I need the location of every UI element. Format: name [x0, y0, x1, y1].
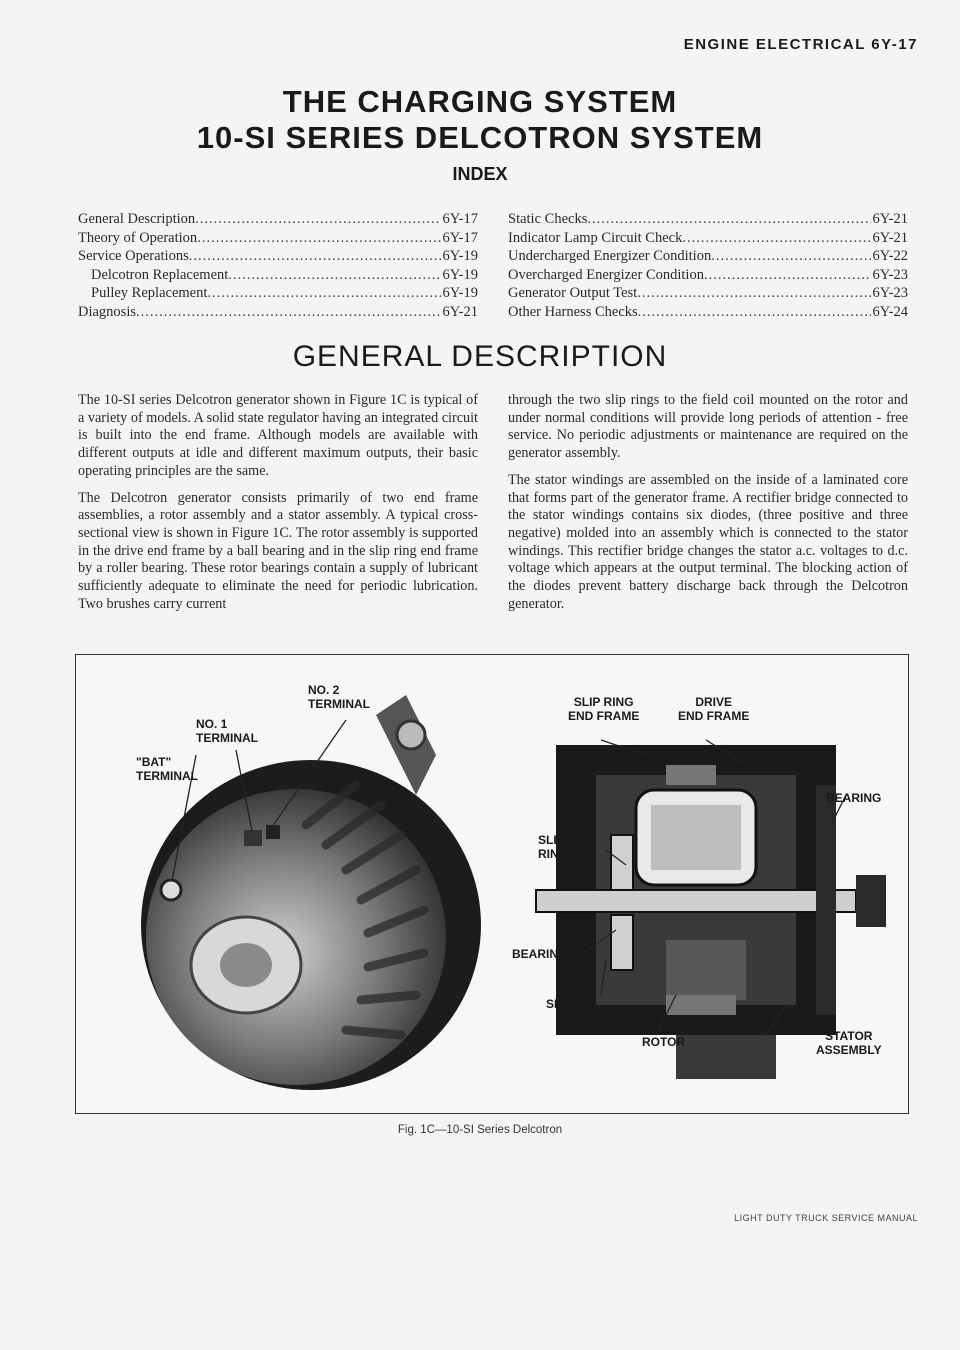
label-no1-terminal: NO. 1 TERMINAL	[196, 717, 258, 745]
running-header: ENGINE ELECTRICAL 6Y-17	[683, 36, 918, 53]
paragraph: The Delcotron generator consists primarily of two end frame assemblies, a rotor assembly and a stator assembly. A typical cross-sectional view is shown in Figure 1C. The rotor assembly is supported in the drive end frame by a ball bearing and in the slip ring end frame by a roller bearing. These rotor bearings contain a supply of lubricant sufficiently adequate to eliminate the need for periodic lubrication. Two brushes carry current	[78, 489, 478, 612]
label-seal: SEAL	[546, 997, 579, 1011]
label-stator-assembly: STATOR ASSEMBLY	[816, 1029, 882, 1057]
label-slip-rings: SLIP RINGS	[538, 833, 577, 861]
toc-entry[interactable]: Generator Output Test ..... 6Y-23	[508, 284, 908, 303]
toc-entry[interactable]: Other Harness Checks ..... 6Y-24	[508, 303, 908, 322]
toc-entry[interactable]: Pulley Replacement ..... 6Y-19	[78, 284, 478, 303]
paragraph: The stator windings are assembled on the inside of a laminated core that forms part of the generator frame. A rectifier bridge connected to the stator windings contains six diodes, (three positive and three negative) molded into an assembly which is connected to the stator windings. This rectifier bridge changes the stator a.c. voltages to d.c. voltage which appears at the output terminal. The blocking action of the diodes prevent battery discharge back through the Delcotron generator.	[508, 471, 908, 612]
page-footer: LIGHT DUTY TRUCK SERVICE MANUAL	[734, 1213, 918, 1223]
label-bearing-left: BEARING	[512, 947, 568, 961]
page-subtitle: 10-SI SERIES DELCOTRON SYSTEM	[196, 120, 764, 155]
toc-entry[interactable]: Static Checks ..... 6Y-21	[508, 210, 908, 229]
page-title: THE CHARGING SYSTEM	[282, 84, 678, 119]
figure-caption: Fig. 1C—10-SI Series Delcotron	[397, 1124, 563, 1136]
label-no2-terminal: NO. 2 TERMINAL	[308, 683, 370, 711]
toc-entry[interactable]: Diagnosis ..... 6Y-21	[78, 303, 478, 322]
label-bearing-right: BEARING	[826, 791, 882, 805]
label-slip-ring-end-frame: SLIP RING END FRAME	[568, 695, 640, 723]
generator-exterior-illustration	[106, 675, 496, 1095]
label-bat-terminal: "BAT" TERMINAL	[136, 755, 198, 783]
toc-entry[interactable]: Theory of Operation ..... 6Y-17	[78, 229, 478, 248]
label-drive-end-frame: DRIVE END FRAME	[678, 695, 750, 723]
label-rotor: ROTOR	[642, 1035, 686, 1049]
toc-entry[interactable]: Overcharged Energizer Condition ..... 6Y-23	[508, 266, 908, 285]
toc-entry[interactable]: General Description ..... 6Y-17	[78, 210, 478, 229]
toc-entry[interactable]: Undercharged Energizer Condition ..... 6Y-22	[508, 247, 908, 266]
toc-entry[interactable]: Service Operations ..... 6Y-19	[78, 247, 478, 266]
toc-entry[interactable]: Delcotron Replacement ..... 6Y-19	[78, 266, 478, 285]
paragraph: through the two slip rings to the field coil mounted on the rotor and under normal conditions will provide long periods of attention - free service. No periodic adjustments or maintenance are required on the generator assembly.	[508, 392, 908, 462]
toc-entry[interactable]: Indicator Lamp Circuit Check ..... 6Y-21	[508, 229, 908, 248]
body-left-column	[78, 392, 478, 622]
figure-frame	[75, 654, 909, 1114]
paragraph: The 10-SI series Delcotron generator shown in Figure 1C is typical of a variety of models. A solid state regulator having an integrated circuit is built into the end frame. Although models are available with different outputs at idle and different maximum outputs, their basic operating principles are the same.	[78, 392, 478, 479]
index-right-column	[508, 210, 908, 321]
index-heading: INDEX	[452, 164, 508, 184]
section-heading: GENERAL DESCRIPTION	[292, 340, 668, 373]
body-right-column	[508, 392, 908, 622]
index-left-column	[78, 210, 478, 321]
